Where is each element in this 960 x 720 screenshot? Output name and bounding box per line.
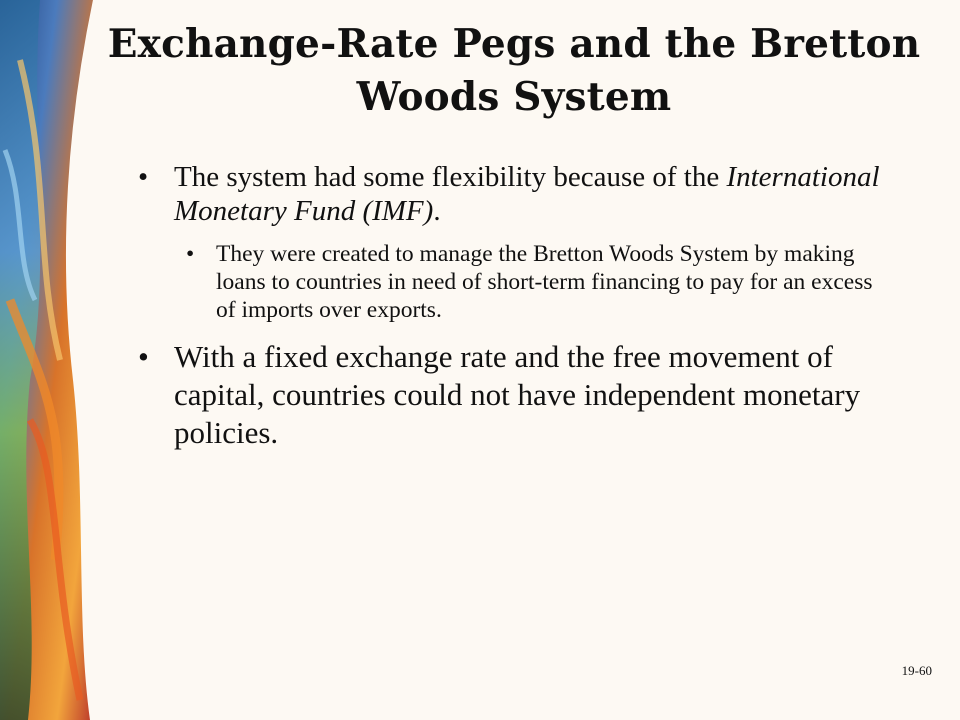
bullet-dot: • <box>138 339 149 374</box>
bullet-2-text: With a fixed exchange rate and the free movement of capital, countries could not have independent monetary policies. <box>174 339 861 450</box>
title-line-1: Exchange-Rate Pegs and the Bretton <box>107 21 921 67</box>
slide-body <box>138 160 928 464</box>
page-number: 19-60 <box>901 663 932 678</box>
bullet-dot: • <box>138 161 149 193</box>
bullet-1-italic: International Monetary Fund (IMF) <box>174 161 880 227</box>
bullet-1-text: The system had some flexibility because of the <box>174 161 727 193</box>
sub-bullet-1-text: They were created to manage the Bretton Woods System by making loans to countries in need of short-term financing to pay for an excess of imports over exports. <box>216 241 873 323</box>
title-line-2: Woods System <box>356 74 672 120</box>
slide-title <box>95 18 933 124</box>
bullet-1 <box>138 160 928 228</box>
sub-bullet-dot: • <box>186 241 195 267</box>
bullet-1-end: . <box>433 195 441 227</box>
sub-bullet-1 <box>186 240 896 324</box>
bullet-2 <box>138 338 928 452</box>
